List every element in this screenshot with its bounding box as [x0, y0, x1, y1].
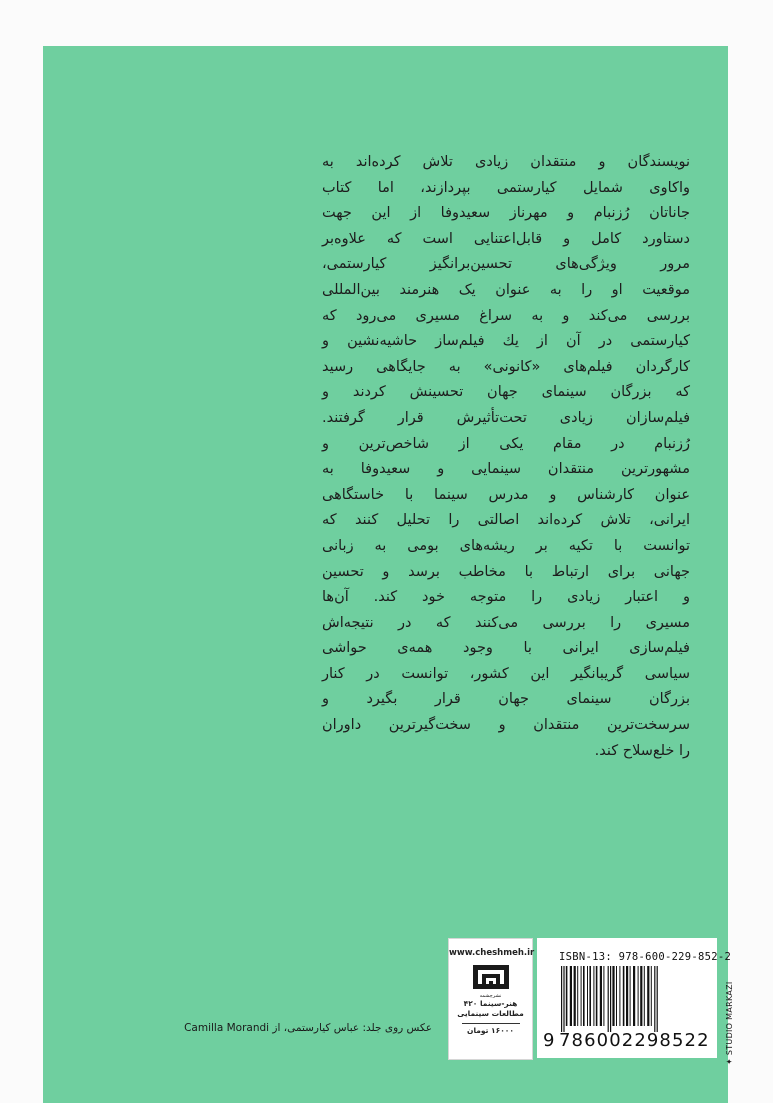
barcode-bar	[626, 966, 628, 1026]
blurb-line: دستاورد کامل و قابل‌اعتنایی است که علاوه‌بر	[322, 230, 690, 247]
barcode-bar	[654, 966, 655, 1032]
barcode-bar	[596, 966, 598, 1026]
blurb-line: عنوان کارشناس و مدرس سینما با خاستگاهی	[322, 486, 690, 503]
barcode-bar	[644, 966, 645, 1026]
blurb-line: بررسی می‌کند و به سراغ مسیری می‌رود که	[322, 307, 690, 324]
blurb-line: را خلع‌سلاح کند.	[594, 742, 690, 759]
designer-credit: ✦ STUDIO MARKAZI	[725, 981, 734, 1065]
cover-photo-credit: عکس روی جلد: عباس کیارستمی، از Camilla Morandi	[184, 1022, 432, 1034]
barcode-bar	[566, 966, 568, 1026]
barcode-bar	[612, 966, 614, 1026]
barcode-bar	[574, 966, 576, 1026]
barcode-bar	[561, 966, 562, 1032]
barcode-bar	[581, 966, 582, 1026]
barcode-bar	[616, 966, 617, 1026]
blurb-line: رُزنبام در مقام یکی از شاخص‌ترین و	[322, 435, 690, 452]
blurb-line: فیلم‌سازی ایرانی با وجود همه‌ی حواشی	[322, 640, 690, 657]
barcode-bar	[577, 966, 578, 1026]
blurb-line: جاناتان رُزنبام و مهرناز سعیدوفا از این جهت	[322, 205, 690, 222]
blurb-line: موقعیت او را به عنوان یک هنرمند بین‌المللی	[322, 281, 690, 298]
book-price: ۱۶۰۰۰ تومان	[462, 1023, 520, 1035]
blurb-line: نویسندگان و منتقدان زیادی تلاش کرده‌اند به	[322, 154, 690, 170]
book-blurb	[322, 150, 690, 764]
barcode-number: 786002298522	[559, 1030, 710, 1051]
publisher-imprint: نشرچشمه	[479, 993, 502, 999]
blurb-line: مسیری را بررسی می‌کنند که در نتیجه‌اش	[322, 614, 690, 631]
barcode-bar	[583, 966, 585, 1026]
barcode-bar	[638, 966, 639, 1026]
blurb-line: سرسخت‌ترین منتقدان و سخت‌گیرترین داوران	[322, 717, 690, 734]
blurb-line: و اعتبار زیادی را متوجه خود کند. آن‌ها	[322, 589, 690, 606]
barcode-bar	[608, 966, 609, 1032]
publisher-website: www.cheshmeh.ir	[449, 948, 535, 958]
blurb-line: کارگردان فیلم‌های «کانونی» به جایگاهی رسید	[322, 358, 690, 375]
barcode-bar	[647, 966, 649, 1026]
barcode-bar	[619, 966, 620, 1026]
blurb-line: که بزرگان سینمای جهان تحسینش کردند و	[322, 384, 690, 401]
series-name: مطالعات سینمایی	[457, 1009, 524, 1018]
blurb-line: فیلم‌سازان زیادی تحت‌تأثیرش قرار گرفتند.	[322, 409, 690, 426]
series-number: هنر-سینما ۴۲۰	[463, 999, 518, 1008]
blurb-line: جهانی برای ارتباط با مخاطب برسد و تحسین	[322, 563, 690, 580]
barcode-bar	[603, 966, 604, 1026]
publisher-box	[448, 938, 533, 1060]
barcode-bar	[651, 966, 652, 1026]
blurb-line: واکاوی شمایل کیارستمی بپردازند، اما کتاب	[322, 179, 690, 196]
barcode-bar	[593, 966, 594, 1026]
isbn-label: ISBN-13: 978-600-229-852-2	[559, 951, 732, 963]
barcode-bar	[623, 966, 625, 1026]
barcode	[559, 966, 709, 1032]
barcode-bar	[589, 966, 591, 1026]
barcode-bar	[610, 966, 611, 1032]
blurb-line: مرور ویژگی‌های تحسین‌برانگیز کیارستمی،	[322, 256, 690, 273]
blurb-line: ایرانی، تلاش کرده‌اند اصالتی را تحلیل کنند که	[322, 512, 690, 529]
blurb-line: سیاسی گریبانگیر این کشور، توانست در کنار	[322, 665, 690, 682]
blurb-line: توانست با تکیه بر ریشه‌های بومی به زبانی	[322, 537, 690, 554]
barcode-bar	[630, 966, 631, 1026]
cheshmeh-logo-icon	[471, 963, 511, 991]
blurb-line: مشهورترین منتقدان سینمایی و سعیدوفا به	[322, 461, 690, 478]
barcode-bar	[640, 966, 642, 1026]
barcode-first-digit: 9	[543, 1030, 555, 1051]
barcode-bar	[600, 966, 602, 1026]
barcode-bar	[563, 966, 564, 1032]
barcode-bar	[633, 966, 635, 1026]
blurb-line: کیارستمی در آن از یك فیلم‌ساز حاشیه‌نشین و	[322, 333, 690, 350]
barcode-bar	[570, 966, 572, 1026]
barcode-bar	[657, 966, 658, 1032]
blurb-line: بزرگان سینمای جهان قرار بگیرد و	[322, 691, 690, 708]
barcode-bar	[587, 966, 588, 1026]
